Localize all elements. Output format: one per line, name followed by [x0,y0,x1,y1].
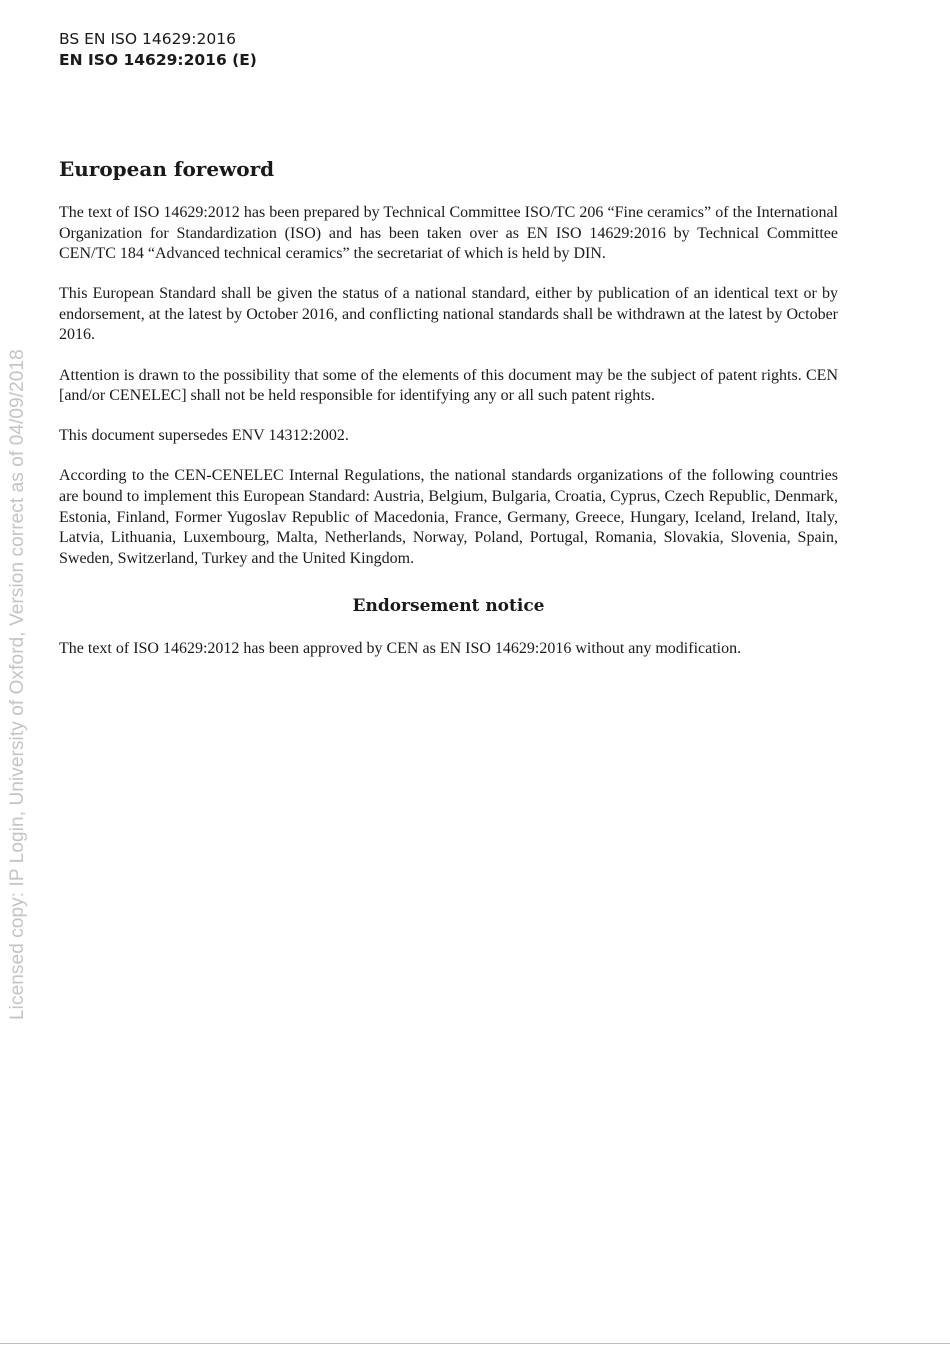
paragraph-patent: Attention is drawn to the possibility that some of the elements of this document may be the subject of patent rights. CEN [and/or CENELEC] shall not be held responsible for identifying any or all such patent rights. [59,366,838,405]
paragraph-countries: According to the CEN-CENELEC Internal Regulations, the national standards organizations of the following countries are bound to implement this European Standard: Austria, Belgium, Bulgaria, Croatia, Cyprus, Czech Republic, Denmark, Estonia, Finland, Former Yugoslav Republic of Macedonia, France, Germany, Greece, Hungary, Iceland, Ireland, Italy, Latvia, Lithuania, Luxembourg, Malta, Netherlands, Norway, Poland, Portugal, Romania, Slovakia, Slovenia, Spain, Sweden, Switzerland, Turkey and the United Kingdom. [59,467,838,567]
standard-id-bs: BS EN ISO 14629:2016 [59,30,236,48]
standard-id-en: EN ISO 14629:2016 (E) [59,51,257,69]
paragraph-preparation: The text of ISO 14629:2012 has been prepared by Technical Committee ISO/TC 206 “Fine ceramics” of the International Organization for Standardization (ISO) and has been taken over as EN ISO 14629:2016 by Technical Committee CEN/TC 184 “Advanced technical ceramics” the secretariat of which is held by DIN. [59,204,838,263]
page-bottom-divider [0,1343,950,1344]
document-header [59,29,257,71]
endorsement-text: The text of ISO 14629:2012 has been approved by CEN as EN ISO 14629:2016 without any modification. [59,639,742,657]
paragraph-status: This European Standard shall be given the status of a national standard, either by publication of an identical text or by endorsement, at the latest by October 2016, and conflicting national standards shall be withdrawn at the latest by October 2016. [59,285,838,344]
paragraph-supersedes: This document supersedes ENV 14312:2002. [59,427,349,445]
endorsement-title: Endorsement notice [352,596,545,617]
page-title: European foreword [59,157,275,181]
main-content [59,155,838,679]
license-watermark: Licensed copy: IP Login, University of Oxford, Version correct as of 04/09/2018 [7,349,28,1020]
